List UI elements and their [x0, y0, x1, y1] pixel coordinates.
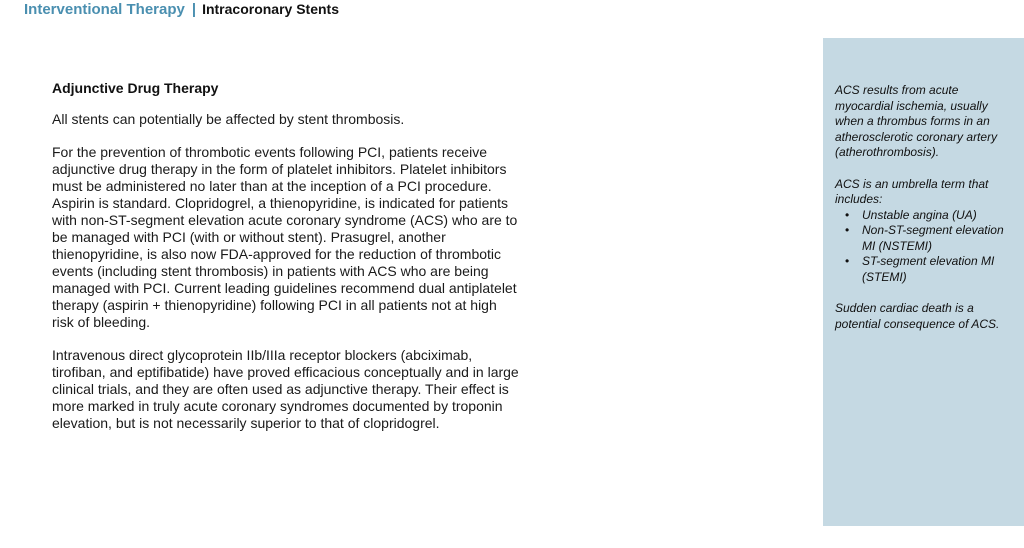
- list-item-text: ST-segment elevation MI (STEMI): [862, 254, 995, 284]
- acs-types-list: [835, 208, 1012, 286]
- bullet-icon: •: [845, 207, 850, 222]
- section-title: Interventional Therapy: [24, 1, 185, 18]
- header-separator: |: [191, 1, 197, 18]
- bullet-icon: •: [845, 223, 850, 237]
- sidebar-definition: ACS results from acute myocardial ischemia, usually when a thrombus forms in an atherosclerotic coronary artery (atherothrombosis).: [835, 83, 998, 159]
- list-item-text: Unstable angina (UA): [862, 207, 977, 222]
- page-header: [24, 0, 339, 20]
- paragraph-glycoprotein-blockers: Intravenous direct glycoprotein IIb/IIIa receptor blockers (abciximab, tirofiban, and eptifibatide) have proved efficacious conceptually and in large clinical trials, and they are often used as adjunctive therapy. Their effect is more marked in truly acute coronary syndromes documented by troponin elevation, but is not necessarily superior to that of clopridogrel.: [52, 347, 519, 431]
- acs-sidebar: [823, 38, 1024, 526]
- paragraph-stent-thrombosis: All stents can potentially be affected by stent thrombosis.: [52, 111, 405, 127]
- sidebar-umbrella-intro: ACS is an umbrella term that includes:: [835, 176, 989, 206]
- sidebar-consequence: Sudden cardiac death is a potential consequence of ACS.: [835, 301, 1000, 331]
- list-item: [845, 208, 1012, 224]
- topic-title: Intracoronary Stents: [202, 1, 340, 17]
- main-content: [52, 79, 522, 448]
- list-item: [845, 254, 1012, 285]
- content-heading: Adjunctive Drug Therapy: [52, 80, 219, 96]
- list-item: [845, 223, 1012, 254]
- bullet-icon: •: [845, 254, 850, 268]
- list-item-text: Non-ST-segment elevation MI (NSTEMI): [862, 223, 1004, 253]
- paragraph-platelet-inhibitors: For the prevention of thrombotic events following PCI, patients receive adjunctive drug therapy in the form of platelet inhibitors. Platelet inhibitors must be administered no later than at the inception of a PCI procedure. Aspirin is standard. Clopridogrel, a thienopyridine, is indicated for patients with non-ST-segment elevation acute coronary syndrome (ACS) who are to be managed with PCI (with or without stent). Prasugrel, another thienopyridine, is also now FDA-approved for the reduction of thrombotic events (including stent thrombosis) in patients with ACS who are being managed with PCI. Current leading guidelines recommend dual antiplatelet therapy (aspirin + thienopyridine) following PCI in all patients not at high risk of bleeding.: [52, 144, 518, 330]
